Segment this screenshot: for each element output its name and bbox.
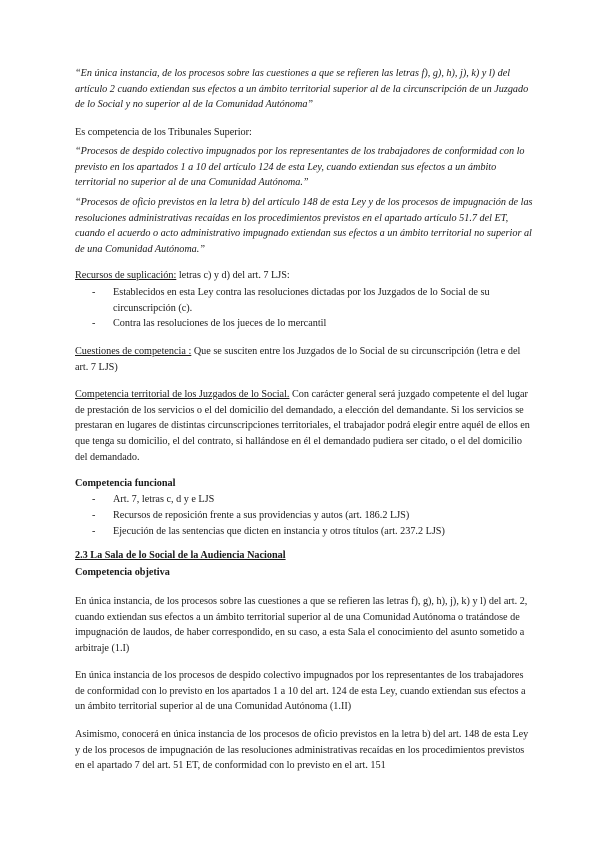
- quote-despido-colectivo: “Procesos de despido colectivo impugnados por los representantes de los trabajadores de conformidad con lo previsto en los apartados 1 a 10 del artículo 124 de esta Ley, cuando extiendan sus efectos a un ámbito territorial no superior al de una Comunidad Autónoma.”: [75, 146, 525, 189]
- paragraph-objetiva-2: En única instancia de los procesos de despido colectivo impugnados por los representantes de los trabajadores de conformidad con lo previsto en los apartados 1 a 10 del art. 124 de esta Ley, cuando extiendan sus efectos a un ámbito territorial superior al de una Comunidad Autónoma (1.II): [75, 670, 526, 713]
- territorial-label: Competencia territorial de los Juzgados de lo Social.: [75, 389, 290, 400]
- paragraph-objetiva-3: Asimismo, conocerá en única instancia de los procesos de oficio previstos en la letra b) del art. 148 de esta Ley y de los procesos de impugnación de las resoluciones administrativas recaídas en los procedimientos previstos en el apartado 7 del art. 51 ET, de conformidad con lo previsto en el art. 151: [75, 729, 529, 772]
- section-heading-audiencia-nacional: 2.3 La Sala de lo Social de la Audiencia Nacional: [75, 550, 286, 561]
- bullet-dash: -: [92, 287, 96, 298]
- bullet-dash: -: [92, 510, 96, 521]
- heading-competencia-funcional: Competencia funcional: [75, 478, 176, 489]
- quote-unica-instancia: “En única instancia, de los procesos sobre las cuestiones a que se refieren las letras f), g), h), j), k) y l) del artículo 2 cuando extiendan sus efectos a un ámbito territorial superior al de la circunscripción de un Juzgado de lo Social y no superior al de la Comunidad Autónoma”: [75, 68, 529, 111]
- bullet-dash: -: [92, 318, 96, 329]
- list-item-text: Establecidos en esta Ley contra las resoluciones dictadas por los Juzgados de lo Social de su circunscripción (c).: [113, 287, 490, 314]
- recursos-text: letras c) y d) del art. 7 LJS:: [176, 270, 290, 281]
- paragraph-competencia-territorial: [75, 387, 533, 466]
- list-item-text: Art. 7, letras c, d y e LJS: [113, 494, 215, 505]
- paragraph-recursos-suplicacion: [75, 268, 533, 284]
- cuestiones-label: Cuestiones de competencia :: [75, 346, 192, 357]
- territorial-text: Con carácter general será juzgado competente el del lugar de prestación de los servicios o el del domicilio del demandado, a elección del demandante. Si los servicios se prestaran en lugares de distintas circunscripciones territoriales, el trabajador podrá elegir entre aquél de ellos en que tenga su domicilio, el del contrato, si hallándose en él el demandado pudiera ser citado, o el del domicilio del demandado.: [75, 389, 530, 463]
- recursos-label: Recursos de suplicación:: [75, 270, 177, 281]
- heading-competencia-objetiva: Competencia objetiva: [75, 567, 170, 578]
- paragraph-cuestiones-competencia: [75, 344, 533, 375]
- list-item-text: Ejecución de las sentencias que dicten en instancia y otros títulos (art. 237.2 LJS): [113, 526, 445, 537]
- paragraph-objetiva-1: En única instancia, de los procesos sobre las cuestiones a que se refieren las letras f), g), h), j), k) y l) del art. 2, cuando extiendan sus efectos a un ámbito territorial superior al de una Comunidad Autónoma o tratándose de impugnación de laudos, de haber correspondido, en su caso, a esta Sala el conocimiento del asunto sometido a arbitraje (1.I): [75, 596, 528, 655]
- quote-procesos-oficio: “Procesos de oficio previstos en la letra b) del artículo 148 de esta Ley y de los procesos de impugnación de las resoluciones administrativas recaídas en los procedimientos previstos en el apartado artículo 51.7 del ET, cuando el acuerdo o acto administrativo impugnado extiendan sus efectos a un ámbito territorial no superior al de una Comunidad Autónoma.”: [75, 197, 533, 256]
- bullet-dash: -: [92, 526, 96, 537]
- cuestiones-text: Que se susciten entre los Juzgados de lo Social de su circunscripción (letra e del art. 7 LJS): [75, 346, 521, 373]
- list-item-text: Recursos de reposición frente a sus providencias y autos (art. 186.2 LJS): [113, 510, 410, 521]
- bullet-dash: -: [92, 494, 96, 505]
- list-item-text: Contra las resoluciones de los jueces de lo mercantil: [113, 318, 327, 329]
- paragraph-competencia-tsj: Es competencia de los Tribunales Superior:: [75, 127, 252, 138]
